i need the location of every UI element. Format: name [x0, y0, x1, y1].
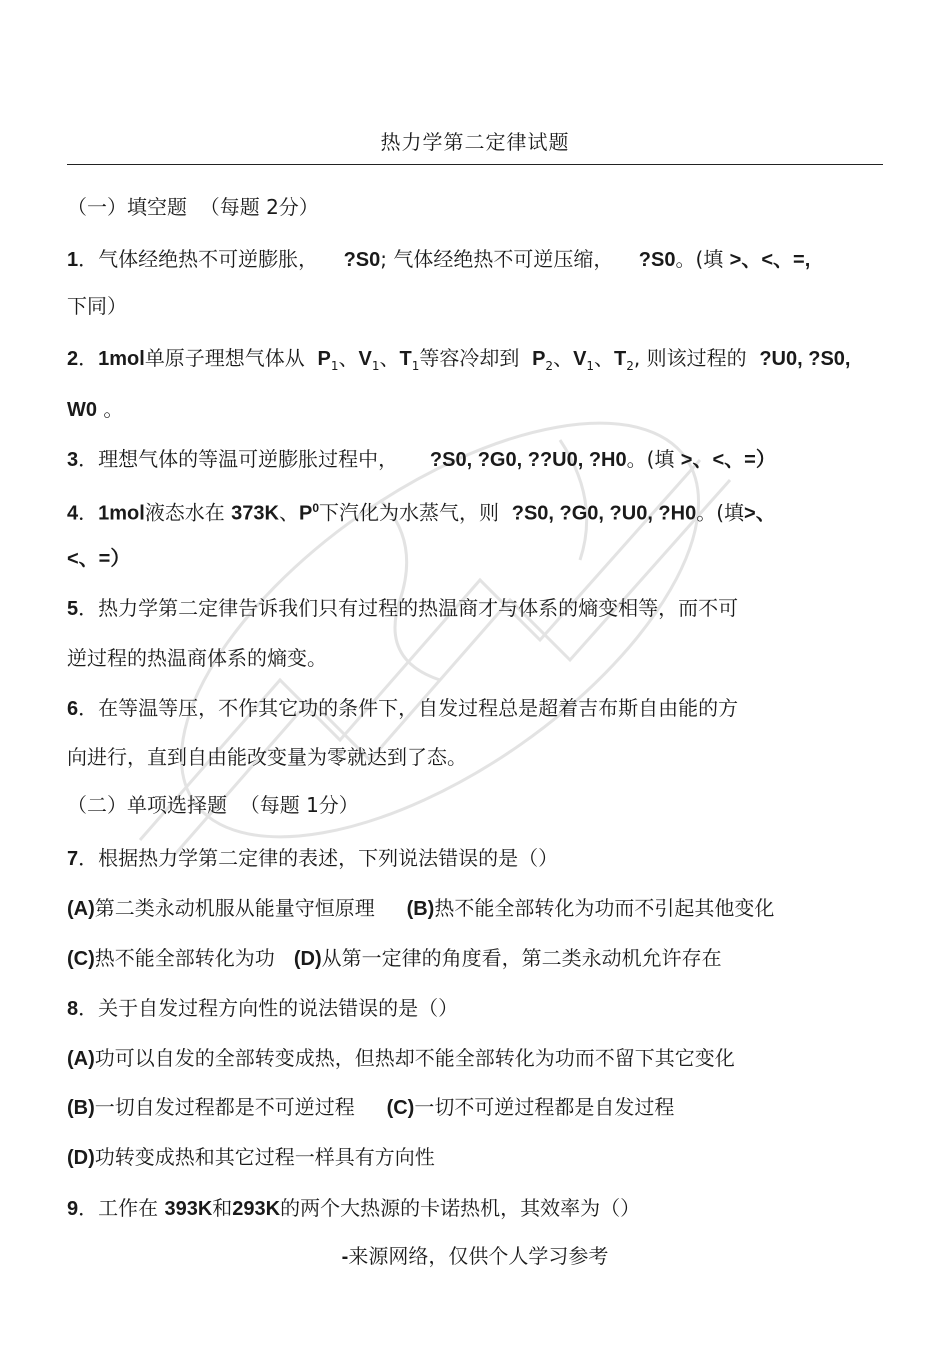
- blank-value: W0: [67, 399, 97, 421]
- temperature-low: 293K: [232, 1198, 281, 1220]
- option-text: 第二类永动机服从能量守恒原理: [94, 896, 375, 920]
- title-divider: [67, 164, 883, 165]
- question-text: 根据热力学第二定律的表述，下列说法错误的是（）: [98, 846, 559, 870]
- question-text: 等容冷却到: [419, 346, 520, 370]
- blank-value: ?S0: [343, 249, 381, 271]
- option-label: (D): [67, 1147, 95, 1169]
- option-text: 功转变成热和其它过程一样具有方向性: [94, 1145, 435, 1169]
- question-text: 的两个大热源的卡诺热机，其效率为（）: [280, 1196, 641, 1220]
- question-text: 热力学第二定律告诉我们只有过程的热温商才与体系的熵变相等，而不可: [98, 596, 739, 620]
- option-text: 一切不可逆过程都是自发过程: [414, 1095, 675, 1119]
- superscript: 0: [312, 501, 320, 515]
- symbol-list: >、<、=,: [729, 249, 811, 271]
- option-label: (C): [67, 948, 95, 970]
- question-2-line-1: 2．1mol单原子理想气体从 $P_1$、$V_1$、$T_1$等容冷却到 $P_2$、$V_1$、$T_2$, 则该过程的 ?U0, ?S0,: [67, 346, 851, 373]
- pressure-2: P: [532, 348, 546, 370]
- question-number: 6: [67, 698, 79, 720]
- question-text: 单原子理想气体从: [144, 346, 305, 370]
- question-text: 逆过程的热温商体系的熵变。: [67, 646, 327, 670]
- blank-values: ?S0, ?G0, ??U0, ?H0: [429, 449, 627, 471]
- section-2-points: （每题 1分）: [239, 793, 359, 817]
- question-8-option-a: [67, 1045, 735, 1072]
- section-1-label: （一）填空题: [67, 195, 187, 219]
- question-text: 下同）: [67, 294, 127, 318]
- question-text: 。: [103, 397, 124, 421]
- temperature-high: 393K: [164, 1198, 213, 1220]
- question-text: 气体经绝热不可逆膨胀，: [98, 247, 319, 271]
- question-number: 1: [67, 249, 79, 271]
- temperature-1: T: [399, 348, 412, 370]
- question-4-line-2: [67, 545, 130, 572]
- question-text: 下汽化为水蒸气，则: [319, 500, 500, 525]
- question-8-options-bc: [67, 1094, 674, 1121]
- section-2-heading: [67, 792, 359, 818]
- question-8-option-d: [67, 1144, 435, 1171]
- temperature-2: T: [614, 348, 627, 370]
- question-5-line-1: 5．热力学第二定律告诉我们只有过程的热温商才与体系的熵变相等，而不可: [67, 596, 739, 620]
- question-number: 4: [67, 502, 79, 525]
- question-text: 向进行，直到自由能改变量为零就达到了态。: [67, 745, 467, 769]
- option-text: 从第一定律的角度看，第二类永动机允许存在: [321, 946, 722, 970]
- section-2-label: （二）单项选择题: [67, 793, 227, 817]
- question-text: 、: [278, 500, 299, 525]
- question-text: 。(填: [626, 447, 675, 471]
- option-text: 热不能全部转化为功: [94, 946, 275, 970]
- question-number: 3: [67, 449, 79, 471]
- question-text: 。(填: [675, 247, 730, 271]
- temperature: 373K: [231, 502, 279, 525]
- symbol-list: >、: [744, 502, 776, 525]
- blank-values: ?U0, ?S0,: [759, 348, 851, 370]
- question-1-line-1: 1．气体经绝热不可逆膨胀， ?S0; 气体经绝热不可逆压缩， ?S0。(填 >、<、=,: [67, 247, 811, 271]
- question-3: 3．理想气体的等温可逆膨胀过程中， ?S0, ?G0, ??U0, ?H0。(填 >、<、=）: [67, 447, 776, 471]
- question-7-options-cd: [67, 945, 722, 972]
- blank-values: ?S0, ?G0, ?U0, ?H0: [511, 502, 697, 525]
- standard-pressure: P: [298, 502, 313, 525]
- question-text: 理想气体的等温可逆膨胀过程中，: [98, 447, 399, 471]
- question-text: 和: [212, 1196, 233, 1220]
- question-text: 关于自发过程方向性的说法错误的是（）: [98, 996, 459, 1020]
- page-footer: [0, 1240, 950, 1269]
- question-number: 8: [67, 998, 79, 1020]
- question-number: 5: [67, 598, 79, 620]
- page-title: 热力学第二定律试题: [380, 130, 570, 154]
- question-4-line-1: 4．1mol液态水在 373K、$P^0$下汽化为水蒸气，则 ?S0, ?G0, ?U0, ?H0。(填>、: [67, 500, 776, 525]
- option-text: 一切自发过程都是不可逆过程: [94, 1095, 355, 1119]
- section-1-points: （每题 2分）: [199, 195, 319, 219]
- question-text: 工作在: [98, 1196, 159, 1220]
- question-5-line-2: [67, 645, 327, 671]
- section-1-heading: [67, 194, 319, 220]
- question-6-line-2: [67, 744, 467, 770]
- blank-value: ?S0: [638, 249, 676, 271]
- question-1-line-2: [67, 293, 127, 319]
- option-label: (B): [406, 898, 435, 920]
- question-8-stem: 8．关于自发过程方向性的说法错误的是（）: [67, 996, 459, 1020]
- question-number: 2: [67, 348, 79, 370]
- option-label: (A): [67, 898, 95, 920]
- volume-2: V: [573, 348, 587, 370]
- question-number: 9: [67, 1198, 79, 1220]
- question-text: 液态水在: [144, 500, 225, 525]
- amount: 1mol: [98, 348, 145, 370]
- question-9: 9．工作在 393K和293K的两个大热源的卡诺热机，其效率为（）: [67, 1196, 641, 1220]
- option-label: (A): [67, 1048, 95, 1070]
- question-text: 在等温等压，不作其它功的条件下，自发过程总是超着吉布斯自由能的方: [98, 696, 739, 720]
- question-6-line-1: 6．在等温等压，不作其它功的条件下，自发过程总是超着吉布斯自由能的方: [67, 696, 739, 720]
- option-text: 功可以自发的全部转变成热，但热却不能全部转化为功而不留下其它变化: [94, 1046, 735, 1070]
- option-label: (B): [67, 1097, 95, 1119]
- pressure-1: P: [317, 348, 331, 370]
- question-7-stem: 7．根据热力学第二定律的表述，下列说法错误的是（）: [67, 846, 559, 870]
- question-text: , 则该过程的: [633, 346, 747, 370]
- question-text: ; 气体经绝热不可逆压缩，: [380, 247, 614, 271]
- footer-dash: -: [341, 1246, 349, 1268]
- question-number: 7: [67, 848, 79, 870]
- question-7-options-ab: [67, 895, 774, 922]
- footer-text: 来源网络，仅供个人学习参考: [348, 1244, 609, 1268]
- symbol-list: >、<、=）: [680, 449, 776, 471]
- volume-1: V: [358, 348, 372, 370]
- question-2-line-2: [67, 396, 123, 423]
- amount: 1mol: [98, 502, 145, 525]
- question-text: 。(填: [696, 500, 745, 525]
- option-label: (D): [293, 948, 322, 970]
- symbol-list: <、=）: [67, 548, 131, 570]
- option-label: (C): [386, 1097, 415, 1119]
- option-text: 热不能全部转化为功而不引起其他变化: [434, 896, 775, 920]
